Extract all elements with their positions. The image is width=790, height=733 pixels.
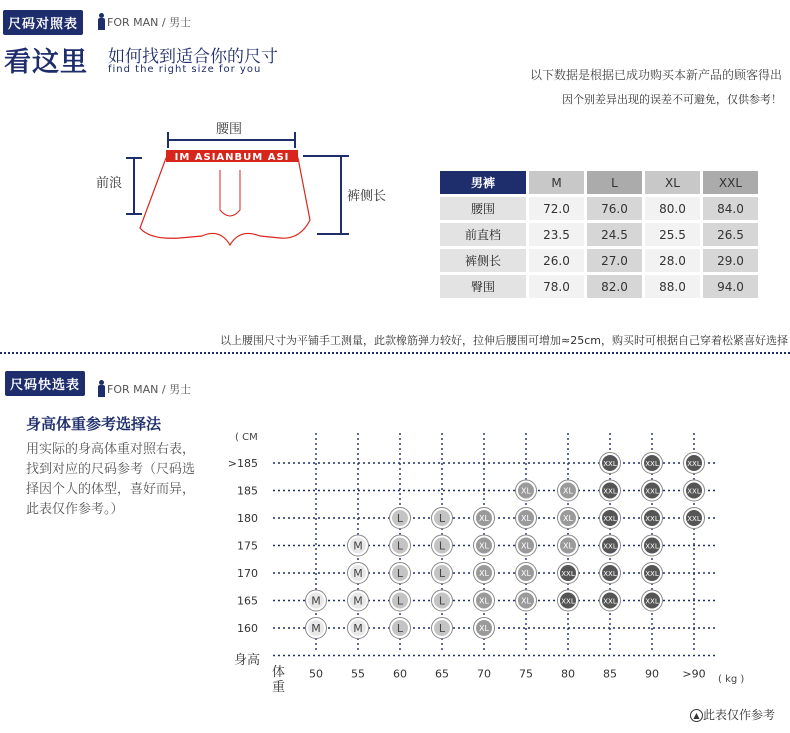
size-marker-l — [390, 535, 411, 556]
size-marker-xl — [558, 508, 579, 529]
front-rise-label: 前浪 — [96, 176, 123, 191]
size-marker-label: M — [353, 622, 363, 635]
row-label: 腰围 — [440, 197, 526, 220]
headline-en: find the right size for you — [108, 64, 262, 75]
row-label: 裤侧长 — [440, 249, 526, 272]
x-tick-label: 90 — [645, 667, 659, 681]
size-marker-m — [306, 590, 327, 611]
size-marker-xxl — [642, 590, 663, 611]
size-marker-xxl — [600, 535, 621, 556]
table-header-cell: XL — [645, 171, 700, 194]
size-marker-m — [348, 618, 369, 639]
y-tick-label: >185 — [228, 457, 258, 470]
size-marker-label: XL — [563, 514, 573, 523]
size-marker-label: XXL — [687, 515, 701, 523]
table-cell: 72.0 — [529, 197, 584, 220]
waist-label: 腰围 — [216, 122, 243, 137]
headline-sub: 如何找到适合你的尺寸 — [108, 47, 278, 67]
table-cell: 27.0 — [587, 249, 642, 272]
y-unit-label: ( CM — [235, 432, 258, 443]
size-marker-xxl — [642, 563, 663, 584]
x-tick-label: 55 — [351, 667, 365, 681]
size-marker-label: M — [353, 594, 363, 608]
size-marker-xl — [516, 480, 537, 501]
size-marker-xxl — [558, 563, 579, 584]
size-table — [437, 168, 761, 301]
size-marker-xxl — [600, 508, 621, 529]
size-marker-label: XXL — [603, 542, 617, 551]
size-marker-label: L — [396, 594, 404, 608]
table-header-cell: L — [587, 171, 642, 194]
y-tick-label: 175 — [237, 539, 258, 553]
size-marker-label: XXL — [561, 597, 575, 606]
table-row — [440, 249, 758, 272]
size-marker-xxl — [558, 590, 579, 611]
size-marker-label: XL — [563, 486, 573, 496]
size-marker-label: L — [438, 622, 446, 635]
table-row — [440, 275, 758, 298]
size-marker-label: XL — [479, 624, 489, 633]
size-marker-l — [390, 618, 411, 639]
x-tick-label: 85 — [603, 667, 617, 681]
size-marker-m — [306, 618, 327, 639]
size-marker-xxl — [684, 453, 705, 474]
man-icon — [98, 13, 105, 30]
size-marker-label: L — [396, 512, 404, 525]
size-marker-xxl — [600, 563, 621, 584]
table-cell: 80.0 — [645, 197, 700, 220]
up-arrow-icon: ▲ — [690, 709, 703, 722]
x-tick-label: 50 — [309, 667, 323, 681]
size-marker-label: XXL — [645, 542, 659, 551]
table-header-cell: M — [529, 171, 584, 194]
x-tick-label: 60 — [393, 667, 407, 681]
y-tick-label: 160 — [237, 622, 258, 635]
size-marker-label: M — [353, 567, 363, 580]
measurement-footnote: 以上腰围尺寸为平铺手工测量，此款橡筋弹力较好，拉伸后腰围可增加≈25cm，购买时可根据自己穿着松紧喜好选择 — [220, 334, 788, 347]
quick-select-tag: 尺码快选表 — [5, 371, 85, 396]
man-icon — [98, 380, 105, 397]
table-cell: 76.0 — [587, 197, 642, 220]
row-label: 前直档 — [440, 223, 526, 246]
y-tick-label: 165 — [237, 594, 258, 608]
table-cell: 24.5 — [587, 223, 642, 246]
size-marker-xxl — [642, 508, 663, 529]
table-cell: 28.0 — [645, 249, 700, 272]
for-man-label: FOR MAN / 男士 — [98, 13, 191, 30]
size-marker-m — [348, 563, 369, 584]
guide-text: 用实际的身高体重对照右表，找到对应的尺码参考（尺码选择因个人的体型，喜好而异，此表仅作参考。） — [26, 442, 196, 517]
table-cell: 78.0 — [529, 275, 584, 298]
for-man-label-2: FOR MAN / 男士 — [98, 380, 191, 397]
size-marker-m — [348, 535, 369, 556]
x-tick-label: 80 — [561, 667, 575, 681]
side-length-label: 裤侧长 — [347, 189, 387, 204]
size-marker-label: XXL — [645, 597, 659, 606]
size-marker-label: XL — [521, 596, 531, 606]
size-marker-label: L — [396, 622, 404, 635]
size-marker-xxl — [684, 480, 705, 501]
note-line-2: 因个别差异出现的误差不可避免，仅供参考！ — [562, 93, 782, 106]
size-marker-label: XL — [521, 569, 531, 578]
size-marker-label: XXL — [645, 460, 659, 468]
size-marker-label: XXL — [561, 570, 575, 578]
size-marker-l — [432, 563, 453, 584]
table-cell: 82.0 — [587, 275, 642, 298]
size-marker-xxl — [600, 590, 621, 611]
size-marker-l — [390, 563, 411, 584]
size-marker-label: L — [438, 539, 446, 553]
size-marker-label: XXL — [603, 570, 617, 578]
y-tick-label: 170 — [237, 567, 258, 580]
size-marker-xl — [474, 563, 495, 584]
table-row — [440, 197, 758, 220]
size-marker-xl — [474, 535, 495, 556]
size-marker-label: XL — [479, 569, 489, 578]
size-marker-l — [432, 618, 453, 639]
x-tick-label: 65 — [435, 667, 449, 681]
size-marker-label: XL — [563, 541, 573, 551]
size-marker-m — [348, 590, 369, 611]
waistband-brand-text: IM ASIANBUM ASI — [174, 152, 290, 163]
size-marker-label: XXL — [603, 460, 617, 468]
table-cell: 29.0 — [703, 249, 758, 272]
size-marker-xxl — [642, 535, 663, 556]
size-marker-label: XXL — [645, 570, 659, 578]
size-marker-l — [432, 508, 453, 529]
table-header-cell: 男裤 — [440, 171, 526, 194]
size-marker-label: XL — [479, 596, 489, 606]
size-chart-tag: 尺码对照表 — [3, 10, 83, 35]
size-marker-xl — [558, 480, 579, 501]
size-marker-label: XXL — [687, 460, 701, 468]
note-line-1: 以下数据是根据已成功购买本新产品的顾客得出 — [529, 68, 782, 82]
size-marker-label: XXL — [603, 597, 617, 606]
table-cell: 26.5 — [703, 223, 758, 246]
size-table-header — [440, 171, 758, 194]
size-marker-l — [390, 508, 411, 529]
size-marker-xl — [474, 590, 495, 611]
guide-title: 身高体重参考选择法 — [26, 415, 162, 433]
x-unit-label: ( kg ) — [718, 674, 745, 685]
size-marker-label: L — [396, 567, 404, 580]
y-tick-label: 185 — [237, 484, 258, 498]
size-marker-label: XL — [479, 514, 489, 523]
size-marker-xxl — [642, 453, 663, 474]
size-marker-label: XL — [521, 541, 531, 551]
size-marker-xl — [516, 563, 537, 584]
y-axis-title: 身高 — [234, 653, 261, 668]
size-marker-label: L — [438, 594, 446, 608]
size-marker-label: L — [396, 539, 404, 553]
section-divider — [0, 352, 790, 354]
size-marker-xl — [474, 508, 495, 529]
size-marker-xxl — [684, 508, 705, 529]
size-marker-l — [432, 590, 453, 611]
table-cell: 84.0 — [703, 197, 758, 220]
x-axis-title: 体重 — [272, 665, 286, 695]
size-marker-xl — [558, 535, 579, 556]
size-marker-label: L — [438, 512, 446, 525]
size-marker-l — [390, 590, 411, 611]
size-marker-xxl — [600, 480, 621, 501]
size-marker-label: XXL — [603, 487, 617, 496]
size-marker-label: M — [311, 594, 321, 608]
size-marker-l — [432, 535, 453, 556]
size-marker-label: L — [438, 567, 446, 580]
size-marker-label: XL — [479, 541, 489, 551]
table-cell: 94.0 — [703, 275, 758, 298]
table-row — [440, 223, 758, 246]
reference-footer: ▲ 此表仅作参考 — [690, 706, 775, 723]
size-grid-chart — [228, 428, 788, 698]
size-marker-xxl — [600, 453, 621, 474]
size-marker-label: XXL — [687, 487, 701, 496]
table-cell: 88.0 — [645, 275, 700, 298]
row-label: 臀围 — [440, 275, 526, 298]
y-tick-label: 180 — [237, 512, 258, 525]
x-tick-label: 70 — [477, 667, 491, 681]
size-marker-label: M — [311, 622, 321, 635]
headline-big: 看这里 — [4, 47, 88, 78]
underwear-diagram — [90, 110, 410, 260]
size-marker-label: XL — [521, 514, 531, 523]
table-cell: 25.5 — [645, 223, 700, 246]
size-marker-xxl — [642, 480, 663, 501]
size-marker-label: XL — [521, 486, 531, 496]
size-marker-label: XXL — [645, 515, 659, 523]
size-marker-xl — [516, 590, 537, 611]
size-marker-xl — [516, 508, 537, 529]
table-cell: 26.0 — [529, 249, 584, 272]
size-marker-xl — [474, 618, 495, 639]
size-marker-label: M — [353, 539, 363, 553]
table-header-cell: XXL — [703, 171, 758, 194]
size-marker-label: XXL — [603, 515, 617, 523]
size-marker-xl — [516, 535, 537, 556]
x-tick-label: 75 — [519, 667, 533, 681]
table-cell: 23.5 — [529, 223, 584, 246]
size-marker-label: XXL — [645, 487, 659, 496]
x-tick-label: >90 — [682, 667, 706, 681]
